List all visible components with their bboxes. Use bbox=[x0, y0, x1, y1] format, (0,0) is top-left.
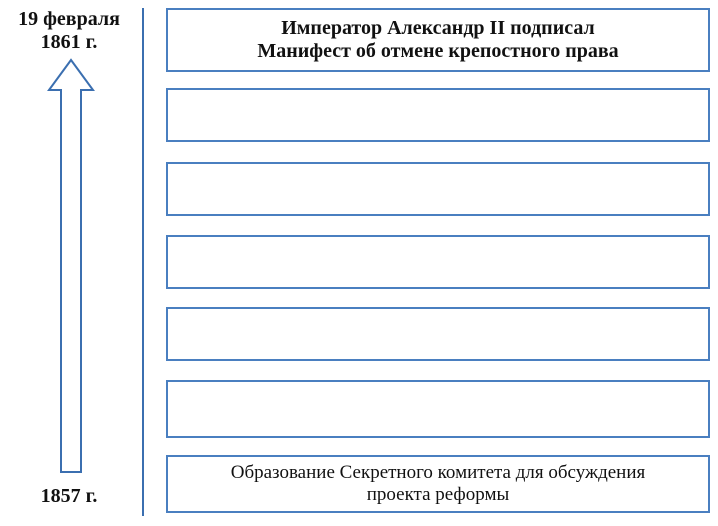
timeline-arrow-icon bbox=[0, 0, 140, 526]
date-label-top-line: 19 февраля bbox=[18, 8, 120, 30]
event-box-1857-secret-committee bbox=[166, 455, 710, 513]
event-box-empty[interactable] bbox=[166, 380, 710, 438]
timeline-divider bbox=[142, 8, 144, 516]
event-box-empty[interactable] bbox=[166, 307, 710, 361]
event-text-line: Образование Секретного комитета для обсуждения bbox=[230, 462, 646, 483]
date-label-top-line: 1861 г. bbox=[40, 31, 98, 53]
event-text-line: проекта реформы bbox=[366, 484, 510, 505]
event-box-empty[interactable] bbox=[166, 162, 710, 216]
event-box-1861-manifesto bbox=[166, 8, 710, 72]
event-box-empty[interactable] bbox=[166, 235, 710, 289]
event-text-line: Император Александр II подписал bbox=[281, 17, 595, 39]
event-box-empty[interactable] bbox=[166, 88, 710, 142]
event-text-line: Манифест об отмене крепостного права bbox=[257, 40, 619, 62]
date-label-bottom: 1857 г. bbox=[40, 485, 98, 507]
